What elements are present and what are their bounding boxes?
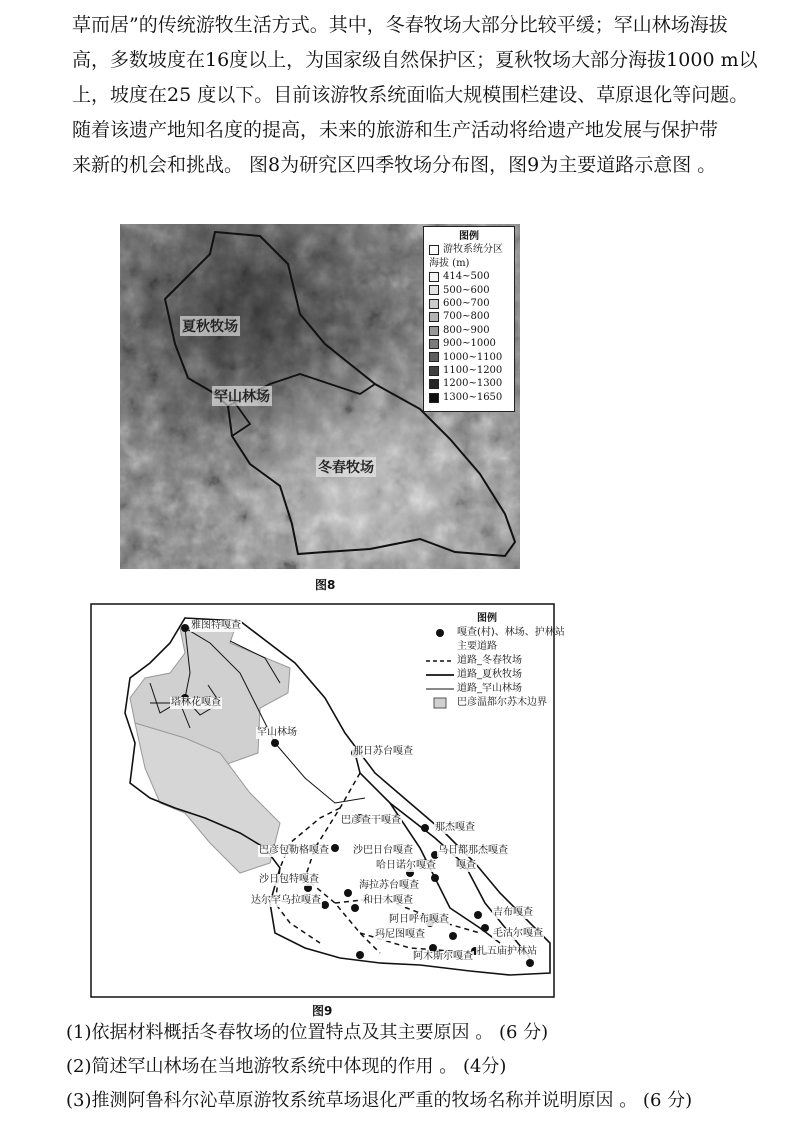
legend-label: 主要道路 <box>457 641 497 652</box>
place-dot <box>356 951 364 959</box>
legend-zone-row <box>429 243 509 256</box>
place-label: 哈日诺尔嘎查 <box>376 860 436 871</box>
elevation-class-label: 1300~1650 <box>443 391 503 403</box>
place-label: 阿日呼布嘎查 <box>389 914 449 925</box>
intro-paragraph <box>72 8 758 183</box>
boundary-box-icon <box>423 697 457 709</box>
elevation-swatch <box>429 393 439 403</box>
place-label: 达尔罕乌拉嘎查 <box>251 895 321 906</box>
paragraph-line: 草而居”的传统游牧生活方式。其中，冬春牧场大部分比较平缓；罕山林场海拔 <box>72 14 728 36</box>
elevation-class-row <box>429 324 509 337</box>
elevation-class-row <box>429 284 509 297</box>
place-label: 塔林花嘎查 <box>171 697 221 708</box>
elevation-swatch <box>429 285 439 295</box>
paragraph-line: 高，多数坡度在16度以上，为国家级自然保护区；夏秋牧场大部分海拔1000 m以 <box>72 49 758 71</box>
place-label: 扎五庙护林站 <box>477 946 537 957</box>
elevation-swatch <box>429 379 439 389</box>
place-label: 玛尼图嘎查 <box>375 929 425 940</box>
place-dot <box>344 889 352 897</box>
place-label: 沙日包特嘎查 <box>259 874 319 885</box>
solid-road-icon <box>423 672 457 678</box>
figure9-caption: 图9 <box>312 1004 333 1018</box>
paragraph-line: 随着该遗产地知名度的提高，未来的旅游和生产活动将给遗产地发展与保护带 <box>72 119 719 141</box>
elevation-class-row <box>429 310 509 323</box>
elevation-swatch <box>429 272 439 282</box>
legend-label: 巴彦温都尔苏木边界 <box>457 697 547 708</box>
paragraph-line: 上，坡度在25 度以下。目前该游牧系统面临大规模围栏建设、草原退化等问题。 <box>72 84 749 106</box>
elevation-class-row <box>429 337 509 350</box>
place-dot <box>181 624 189 632</box>
elevation-title-text: 海拔 (m) <box>429 257 470 269</box>
elevation-class-list <box>429 270 509 404</box>
elevation-class-row <box>429 391 509 404</box>
place-label: 雅图特嘎查 <box>191 620 241 631</box>
place-dot <box>481 924 489 932</box>
legend-label: 道路_冬春牧场 <box>457 655 522 666</box>
elevation-class-label: 600~700 <box>443 298 490 310</box>
legend-row <box>423 654 551 668</box>
zone-swatch <box>429 245 439 255</box>
elevation-class-label: 700~800 <box>443 311 490 323</box>
place-label: 那日苏台嘎查 <box>353 746 413 757</box>
place-label: 阿木斯尔嘎查 <box>413 951 473 962</box>
elevation-swatch <box>429 339 439 349</box>
legend-row <box>423 696 551 710</box>
elevation-class-row <box>429 270 509 283</box>
legend-row <box>423 640 551 654</box>
place-label: 嘎查 <box>456 860 476 871</box>
elevation-class-row <box>429 297 509 310</box>
question-item: (1)依据材料概括冬春牧场的位置特点及其主要原因 。 (6 分) <box>66 1022 549 1043</box>
elevation-swatch <box>429 299 439 309</box>
legend-row <box>423 668 551 682</box>
place-label: 毛沽尔嘎查 <box>493 928 543 939</box>
place-dot <box>526 959 534 967</box>
legend-label: 道路_罕山林场 <box>457 683 522 694</box>
elevation-class-label: 800~900 <box>443 324 490 336</box>
elevation-swatch <box>429 326 439 336</box>
region-label-winter-spring: 冬春牧场 <box>316 457 376 477</box>
elevation-class-label: 414~500 <box>443 271 490 283</box>
place-label: 吉布嘎查 <box>493 907 533 918</box>
place-label: 和日木嘎查 <box>363 895 413 906</box>
place-label: 海拉苏台嘎查 <box>359 880 419 891</box>
place-dot <box>271 739 279 747</box>
paragraph-line: 来新的机会和挑战。 图8为研究区四季牧场分布图，图9为主要道路示意图 。 <box>72 154 717 176</box>
region-label-summer-autumn: 夏秋牧场 <box>180 316 240 336</box>
place-dot <box>331 844 339 852</box>
place-dot <box>474 911 482 919</box>
dashed-road-icon <box>423 658 457 664</box>
question-item: (3)推测阿鲁科尔沁草原游牧系统草场退化严重的牧场名称并说明原因 。 (6 分) <box>66 1090 693 1111</box>
place-dot <box>421 824 429 832</box>
figure8-legend <box>423 226 515 412</box>
thin-road-icon <box>423 686 457 692</box>
elevation-class-label: 1100~1200 <box>443 365 503 377</box>
place-dot <box>431 874 439 882</box>
figure9-legend <box>423 612 565 710</box>
elevation-class-label: 500~600 <box>443 284 490 296</box>
legend-zone-label: 游牧系统分区 <box>443 244 503 256</box>
elevation-class-row <box>429 351 509 364</box>
legend-row <box>423 626 565 640</box>
elevation-class-row <box>429 377 509 390</box>
legend-title: 图例 <box>459 231 479 242</box>
elevation-swatch <box>429 312 439 322</box>
legend-title: 图例 <box>477 613 497 624</box>
legend-elevation-title <box>429 257 509 270</box>
elevation-class-row <box>429 364 509 377</box>
question-list <box>66 1016 766 1118</box>
question-item: (2)简述罕山林场在当地游牧系统中体现的作用 。 (4分) <box>66 1056 507 1077</box>
figure8-caption: 图8 <box>315 578 336 592</box>
place-label: 巴彦查干嘎查 <box>341 815 401 826</box>
elevation-swatch <box>429 352 439 362</box>
place-dot <box>449 932 457 940</box>
place-label: 沙巴日台嘎查 <box>353 845 413 856</box>
elevation-swatch <box>429 366 439 376</box>
place-label: 那杰嘎查 <box>435 822 475 833</box>
place-label: 乌日都那杰嘎查 <box>438 845 508 856</box>
legend-label: 道路_夏秋牧场 <box>457 669 522 680</box>
place-label: 罕山林场 <box>257 727 297 738</box>
elevation-class-label: 900~1000 <box>443 338 496 350</box>
elevation-class-label: 1200~1300 <box>443 378 503 390</box>
place-dot <box>351 904 359 912</box>
legend-row <box>423 682 551 696</box>
elevation-class-label: 1000~1100 <box>443 351 503 363</box>
region-label-hanshan: 罕山林场 <box>212 386 272 406</box>
legend-label: 嘎查(村)、林场、护林站 <box>457 627 565 638</box>
settlement-dot-icon <box>423 628 457 638</box>
place-dot <box>321 901 329 909</box>
place-label: 巴彦包勒格嘎查 <box>259 845 329 856</box>
